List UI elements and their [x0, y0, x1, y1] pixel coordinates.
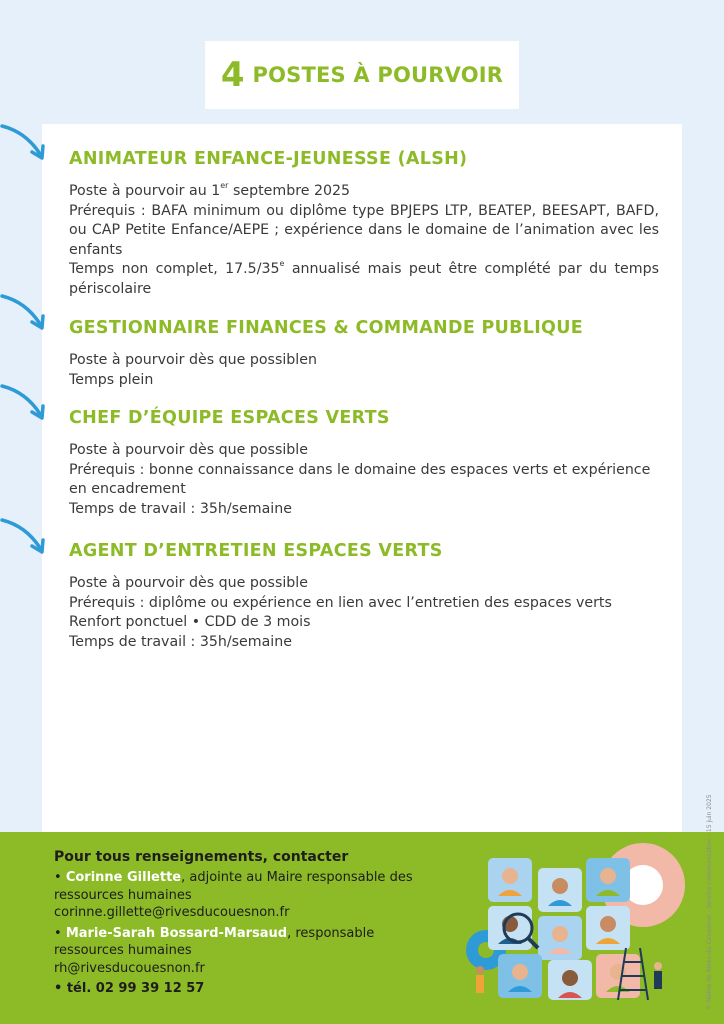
posting-agent-entretien: [69, 540, 659, 652]
posting-gestionnaire: [69, 317, 659, 390]
contact-email-1[interactable]: corinne.gillette@rivesducouesnon.fr: [54, 905, 290, 920]
page-title-box: [205, 41, 519, 109]
contact-phone[interactable]: • tél. 02 99 39 12 57: [54, 981, 205, 996]
posting-chef-equipe: [69, 407, 659, 519]
curved-arrow-icon: [0, 122, 52, 172]
posting-title: ANIMATEUR ENFANCE-JEUNESSE (ALSH): [69, 149, 468, 169]
postings-count: 4: [220, 55, 245, 95]
posting-start-date: Poste à pourvoir au 1er septembre 2025: [69, 181, 351, 199]
posting-working-time: Temps de travail : 35h/semaine: [69, 633, 292, 650]
posting-prerequisites: Prérequis : bonne connaissance dans le domaine des espaces verts et expérience en encadrement: [69, 461, 651, 497]
curved-arrow-icon: [0, 382, 52, 432]
posting-working-time: Temps de travail : 35h/semaine: [69, 500, 292, 517]
contact-name: Marie-Sarah Bossard-Marsaud: [65, 925, 288, 941]
posting-working-time: Temps non complet, 17.5/35e annualisé mais peut être complété par du temps périscolaire: [69, 259, 659, 297]
posting-animateur: [69, 148, 659, 299]
curved-arrow-icon: [0, 292, 52, 342]
curved-arrow-icon: [0, 516, 52, 566]
posting-contract: Renfort ponctuel • CDD de 3 mois: [69, 614, 311, 630]
posting-title: AGENT D’ENTRETIEN ESPACES VERTS: [69, 541, 443, 561]
contact-block: [54, 847, 414, 998]
posting-start-date: Poste à pourvoir dès que possiblen: [69, 352, 317, 368]
posting-prerequisites: Prérequis : diplôme ou expérience en lien avec l’entretien des espaces verts: [69, 594, 612, 611]
posting-title: GESTIONNAIRE FINANCES & COMMANDE PUBLIQUE: [69, 318, 583, 338]
team-puzzle-illustration: [458, 840, 694, 1006]
contact-person-2: • Marie-Sarah Bossard-Marsaud, responsable ressources humaines: [54, 925, 375, 958]
posting-title: CHEF D’ÉQUIPE ESPACES VERTS: [69, 408, 390, 428]
posting-working-time: Temps plein: [69, 371, 154, 388]
posting-prerequisites: Prérequis : BAFA minimum ou diplôme type BPJEPS LTP, BEATEP, BEESAPT, BAFD, ou CAP Petite Enfance/AEPE ; expérience dans le domaine de l’animation avec les enfants: [69, 202, 659, 258]
contact-person-1: • Corinne Gillette, adjointe au Maire responsable des ressources humaines: [54, 870, 413, 903]
posting-start-date: Poste à pourvoir dès que possible: [69, 575, 308, 591]
page-title: POSTES À POURVOIR: [252, 62, 504, 87]
posting-start-date: Poste à pourvoir dès que possible: [69, 442, 308, 458]
credit-line: © Mairie de Rives-du-Couesnon - Service communication - 15 juin 2025: [706, 794, 713, 1010]
contact-email-2[interactable]: rh@rivesducouesnon.fr: [54, 960, 205, 976]
contact-heading: Pour tous renseignements, contacter: [54, 849, 349, 865]
contact-name: Corinne Gillette: [65, 870, 182, 885]
